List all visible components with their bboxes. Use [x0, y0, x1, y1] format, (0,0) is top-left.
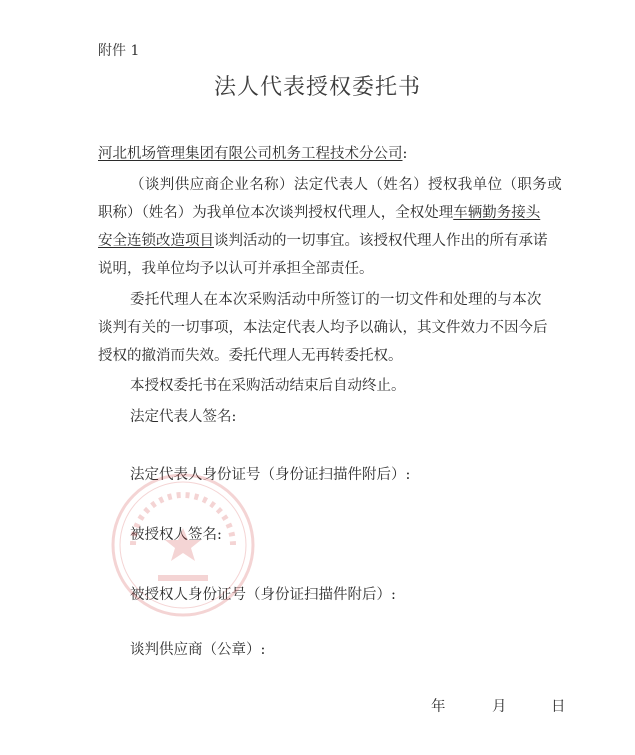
- attachment-label: 附件 1: [98, 43, 140, 59]
- addressee-name: 河北机场管理集团有限公司机务工程技术分公司: [98, 146, 403, 162]
- addressee-colon: :: [402, 146, 408, 162]
- legal-rep-id-label: 法定代表人身份证号（身份证扫描件附后）:: [130, 467, 411, 483]
- date-day: 日: [551, 699, 566, 715]
- date-year: 年: [431, 699, 446, 715]
- agent-id-label: 被授权人身份证号（身份证扫描件附后）:: [130, 587, 396, 603]
- agent-signature-label: 被授权人签名:: [130, 527, 222, 543]
- addressee: [98, 144, 407, 164]
- legal-rep-signature-label: 法定代表人签名:: [130, 409, 237, 425]
- date-line: [0, 697, 635, 719]
- para2-line2: 谈判有关的一切事项，本法定代表人均予以确认，其文件效力不因今后: [98, 320, 548, 336]
- supplier-seal-label: 谈判供应商（公章）:: [130, 642, 266, 658]
- para1-line3: [98, 231, 548, 251]
- para1-line1: （谈判供应商企业名称）法定代表人（姓名）授权我单位（职务或: [130, 177, 563, 193]
- project-name-part1: 车辆勤务接头: [453, 205, 541, 221]
- para2-line1: 委托代理人在本次采购活动中所签订的一切文件和处理的与本次: [130, 292, 542, 308]
- para2-line3: 授权的撤消而失效。委托代理人无再转委托权。: [98, 348, 403, 364]
- para1-line4: 说明，我单位均予以认可并承担全部责任。: [98, 261, 374, 277]
- document-title: 法人代表授权委托书: [213, 75, 421, 100]
- para3: 本授权委托书在采购活动结束后自动终止。: [130, 378, 406, 394]
- para1-line2: [98, 203, 540, 223]
- para1-line3-text: 谈判活动的一切事宜。该授权代理人作出的所有承诺: [214, 233, 548, 249]
- date-month: 月: [492, 699, 507, 715]
- para1-line2-text: 职称）（姓名）为我单位本次谈判授权代理人，全权处理: [98, 205, 454, 221]
- project-name-part2: 安全连锁改造项目: [98, 233, 214, 249]
